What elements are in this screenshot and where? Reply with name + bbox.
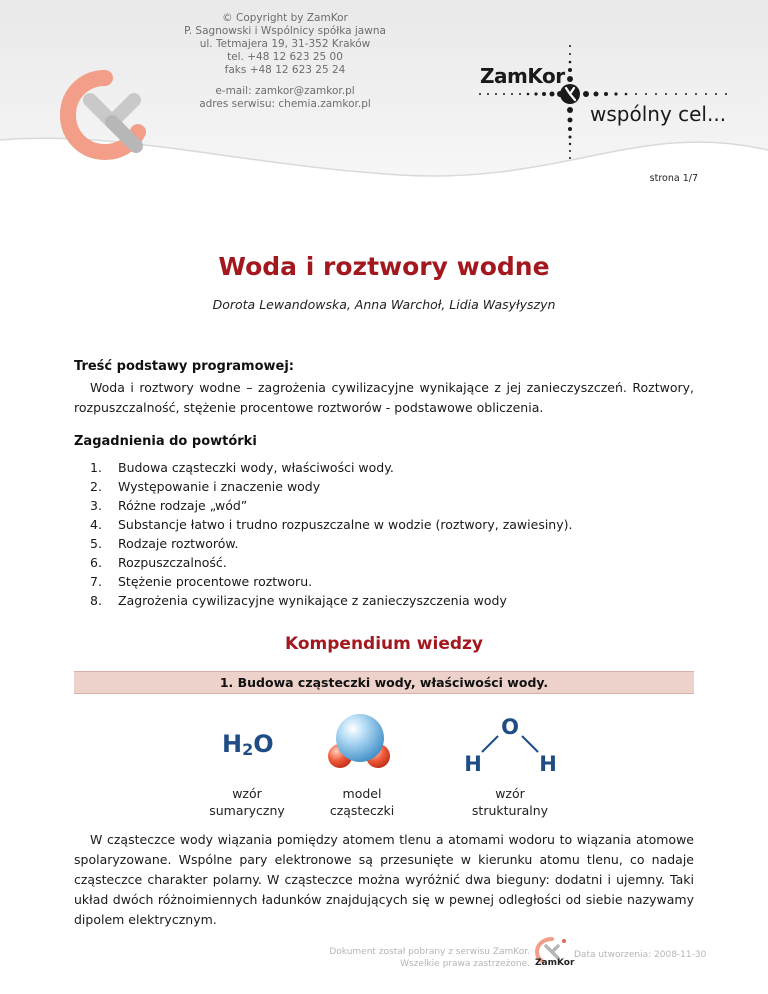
caption-line: strukturalny xyxy=(471,803,549,818)
list-item xyxy=(90,553,572,572)
zamkor-k-logo-icon xyxy=(60,70,150,160)
brand-name: ZamKor xyxy=(480,64,565,88)
footer-line: Wszelkie prawa zastrzeżone. xyxy=(400,959,530,969)
list-item-text: Zagrożenia cywilizacyjne wynikające z zanieczyszczenia wody xyxy=(118,593,507,608)
page-header xyxy=(0,0,768,200)
caption-line: wzór xyxy=(495,786,525,801)
list-item-number: 5. xyxy=(90,536,102,551)
list-item-text: Stężenie procentowe roztworu. xyxy=(118,574,313,589)
structural-formula-icon xyxy=(450,710,570,776)
list-item-number: 3. xyxy=(90,498,102,513)
list-item xyxy=(90,534,572,553)
copyright-line: ul. Tetmajera 19, 31-352 Kraków xyxy=(199,38,371,50)
list-item-number: 4. xyxy=(90,517,102,532)
copyright-line: © Copyright by ZamKor xyxy=(222,12,348,24)
curriculum-heading: Treść podstawy programowej: xyxy=(74,359,295,374)
body-paragraph xyxy=(74,830,694,930)
list-item xyxy=(90,477,572,496)
caption-line: sumaryczny xyxy=(209,803,285,818)
list-item xyxy=(90,496,572,515)
list-item-number: 8. xyxy=(90,593,102,608)
footer-date: Data utworzenia: 2008-11-30 xyxy=(574,950,707,960)
curriculum-text xyxy=(74,378,694,418)
list-item-text: Różne rodzaje „wód” xyxy=(118,498,248,513)
body-paragraph-content: W cząsteczce wody wiązania pomiędzy atomem tlenu a atomami wodoru to wiązania atomowe spolaryzowane. Wspólne pary elektronowe są przesunięte w kierunku atomu tlenu, co nadaje cząsteczce charakter polarny. W cząsteczce można wyróżnić dwa bieguny: dodatni i ujemny. Taki układ dwóch różnoimiennych ładunków znajdujących się w pewnej odległości od siebie nazywamy dipolem elektrycznym. xyxy=(74,832,694,927)
document-title: Woda i roztwory wodne xyxy=(218,252,550,281)
list-item-number: 2. xyxy=(90,479,102,494)
caption-line: model xyxy=(342,786,382,801)
formula-h: H xyxy=(222,730,243,758)
list-item-text: Budowa cząsteczki wody, właściwości wody. xyxy=(118,460,394,475)
authors: Dorota Lewandowska, Anna Warchoł, Lidia Wasyłyszyn xyxy=(212,297,556,312)
topics-list xyxy=(90,458,572,610)
list-item-number: 7. xyxy=(90,574,102,589)
caption-line: cząsteczki xyxy=(329,803,395,818)
footer-notice xyxy=(320,946,530,970)
caption-line: wzór xyxy=(232,786,262,801)
topics-heading: Zagadnienia do powtórki xyxy=(74,434,257,449)
brand-slogan: wspólny cel... xyxy=(590,102,727,126)
list-item-text: Rodzaje roztworów. xyxy=(118,536,239,551)
list-item-number: 6. xyxy=(90,555,102,570)
copyright-line: faks +48 12 623 25 24 xyxy=(224,64,346,76)
brand-logo xyxy=(472,42,742,162)
water-formula xyxy=(222,730,274,759)
caption-model xyxy=(302,785,422,819)
footer-line: Dokument został pobrany z serwisu ZamKor. xyxy=(329,947,530,957)
formula-subscript: 2 xyxy=(242,740,254,759)
section-band: 1. Budowa cząsteczki wody, właściwości wody. xyxy=(74,671,694,694)
caption-structural xyxy=(450,785,570,819)
kompendium-heading: Kompendium wiedzy xyxy=(284,634,483,654)
footer-logo-text: ZamKor xyxy=(535,958,575,968)
email-link[interactable]: e-mail: zamkor@zamkor.pl xyxy=(215,85,355,97)
struct-h-right: H xyxy=(539,752,557,776)
list-item-text: Rozpuszczalność. xyxy=(118,555,227,570)
formula-o: O xyxy=(253,730,274,758)
struct-o: O xyxy=(501,715,519,739)
list-item xyxy=(90,591,572,610)
page-number: strona 1/7 xyxy=(649,173,698,184)
struct-h-left: H xyxy=(464,752,482,776)
list-item-text: Występowanie i znaczenie wody xyxy=(118,479,321,494)
molecule-model-icon xyxy=(322,712,402,774)
list-item xyxy=(90,458,572,477)
copyright-line: tel. +48 12 623 25 00 xyxy=(227,51,343,63)
list-item-number: 1. xyxy=(90,460,102,475)
caption-formula xyxy=(187,785,307,819)
copyright-line: P. Sagnowski i Wspólnicy spółka jawna xyxy=(184,25,386,37)
list-item xyxy=(90,515,572,534)
site-link[interactable]: adres serwisu: chemia.zamkor.pl xyxy=(199,98,371,110)
list-item-text: Substancje łatwo i trudno rozpuszczalne w wodzie (roztwory, zawiesiny). xyxy=(118,517,573,532)
copyright-block xyxy=(160,12,410,111)
list-item xyxy=(90,572,572,591)
curriculum-text-content: Woda i roztwory wodne – zagrożenia cywilizacyjne wynikające z jej zanieczyszczeń. Roztwory, rozpuszczalność, stężenie procentowe roztworów - podstawowe obliczenia. xyxy=(74,380,694,415)
